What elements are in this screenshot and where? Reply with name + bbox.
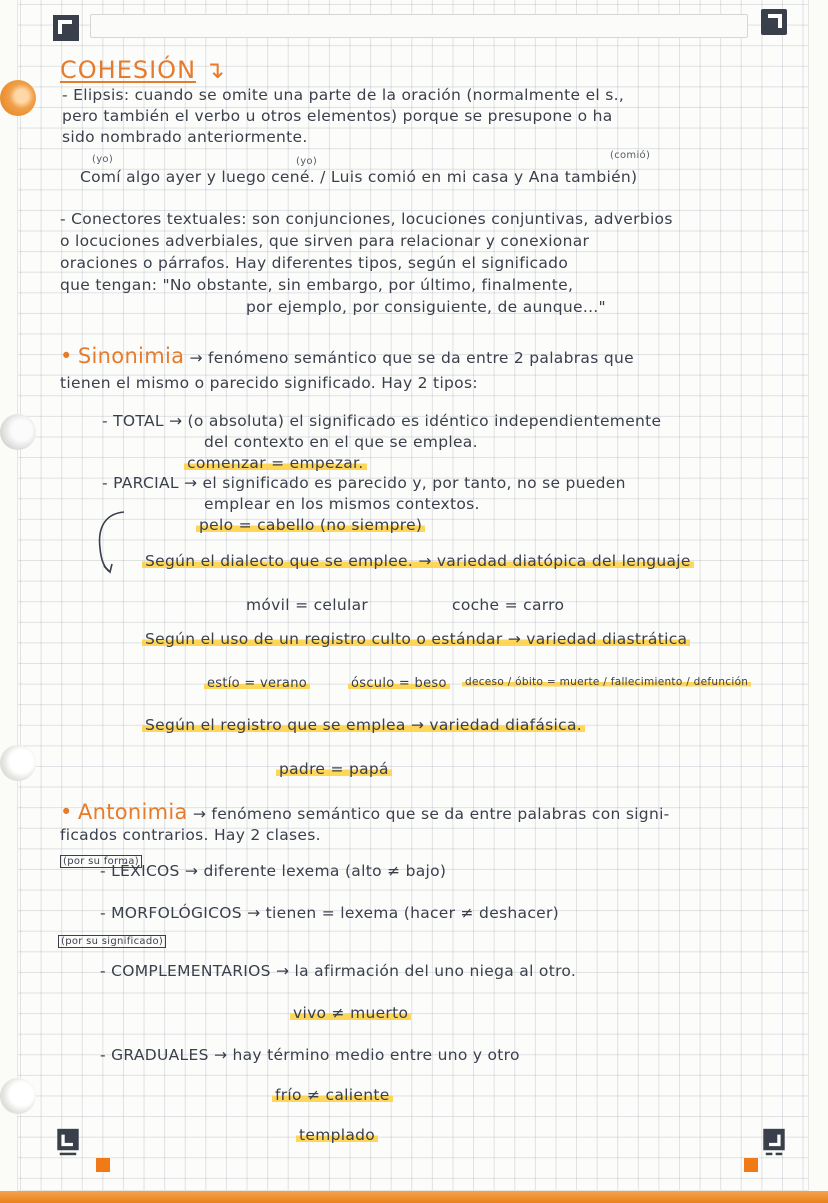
boxed-note: (por su significado) (58, 935, 166, 948)
antonimia-definition: → fenómeno semántico que se da entre palabras con signi- (192, 805, 670, 823)
conectores-line-4: que tengan: "No obstante, sin embargo, por último, finalmente, (60, 276, 574, 294)
elipsis-line-2: pero también el verbo u otros elementos) porque se presupone o ha (62, 107, 613, 125)
sinonimia-total-2: del contexto en el que se emplea. (204, 433, 478, 451)
sinonimia-total: - TOTAL → (o absoluta) el significado es idéntico independientemente (102, 412, 662, 430)
binder-hole (0, 80, 36, 116)
highlighted-example: ósculo = beso (348, 676, 450, 691)
highlighted-example: deceso / óbito = muerte / fallecimiento / defunción (462, 676, 751, 688)
highlighted-example: comenzar = empezar. (184, 454, 367, 472)
highlighted-example: pelo = cabello (no siempre) (196, 516, 425, 534)
boxed-note: (por su forma) (60, 855, 142, 868)
binder-hole (0, 414, 36, 450)
antonimia-graduales-example (296, 1126, 378, 1144)
sinonimia-sub-1 (142, 552, 694, 570)
highlighted-example: templado (296, 1126, 378, 1144)
elipsis-annotation: (yo) (296, 156, 318, 167)
bullet-icon: • (60, 800, 73, 824)
antonimia-complementarios-example (290, 1004, 411, 1022)
sinonimia-parcial: - PARCIAL → el significado es parecido y, por tanto, no se pueden (102, 474, 626, 492)
orange-square-mark (744, 1158, 758, 1172)
corner-mark-icon (54, 1128, 82, 1156)
sub-3-text: Según el registro que se emplea → variedad diafásica. (142, 716, 585, 734)
sinonimia-term: Sinonimia (77, 344, 185, 368)
sinonimia-parcial-2: emplear en los mismos contextos. (204, 495, 480, 513)
page-title (60, 56, 226, 84)
sinonimia-parcial-example (196, 516, 425, 534)
antonimia-graduales-example (272, 1086, 393, 1104)
antonimia-heading (60, 800, 670, 824)
sub-1-text: Según el dialecto que se emplee. → variedad diatópica del lenguaje (142, 552, 694, 570)
sinonimia-sub-2-example (348, 676, 450, 691)
conectores-line-3: oraciones o párrafos. Hay diferentes tipos, según el significado (60, 254, 569, 272)
elipsis-line-3: sido nombrado anteriormente. (62, 128, 308, 146)
corner-mark-icon (760, 8, 788, 36)
elipsis-annotation: (comió) (610, 150, 651, 161)
antonimia-lexicos: - LÉXICOS → diferente lexema (alto ≠ bajo) (100, 862, 447, 880)
binder-hole (0, 745, 36, 781)
highlighted-example: estío = verano (204, 676, 310, 691)
sinonimia-sub-2-example (204, 676, 310, 691)
highlighted-example: frío ≠ caliente (272, 1086, 393, 1104)
title-arrow-icon: ↴ (204, 56, 226, 84)
sinonimia-sub-2-example (462, 676, 751, 688)
sinonimia-definition-2: tienen el mismo o parecido significado. Hay 2 tipos: (60, 374, 478, 392)
highlighted-example: vivo ≠ muerto (290, 1004, 411, 1022)
antonimia-term: Antonimia (77, 800, 188, 824)
elipsis-annotation: (yo) (92, 154, 114, 165)
conectores-line-5: por ejemplo, por consiguiente, de aunque..." (246, 298, 606, 316)
header-strip (90, 14, 748, 38)
highlighted-example: padre = papá (276, 760, 392, 778)
corner-mark-icon (760, 1128, 788, 1156)
sub-2-text: Según el uso de un registro culto o estándar → variedad diastrática (142, 630, 690, 648)
sinonimia-sub-1-example: móvil = celular (246, 596, 369, 614)
sinonimia-sub-3-example (276, 760, 392, 778)
sinonimia-sub-2 (142, 630, 690, 648)
antonimia-morfologicos: - MORFOLÓGICOS → tienen = lexema (hacer ≠ deshacer) (100, 904, 560, 922)
sinonimia-total-example (184, 454, 367, 472)
antonimia-definition-2: ficados contrarios. Hay 2 clases. (60, 826, 321, 844)
conectores-line-2: o locuciones adverbiales, que sirven para relacionar y conexionar (60, 232, 590, 250)
bullet-icon: • (60, 344, 73, 368)
sinonimia-sub-3 (142, 716, 585, 734)
sinonimia-heading (60, 344, 634, 368)
conectores-line-1: - Conectores textuales: son conjunciones, locuciones conjuntivas, adverbios (60, 210, 673, 228)
brace-arrow-icon (88, 508, 128, 578)
sinonimia-sub-1-example: coche = carro (452, 596, 565, 614)
orange-square-mark (96, 1158, 110, 1172)
antonimia-complementarios: - COMPLEMENTARIOS → la afirmación del uno niega al otro. (100, 962, 577, 980)
elipsis-example: Comí algo ayer y luego cené. / Luis comió en mi casa y Ana también) (80, 168, 638, 186)
sinonimia-definition: → fenómeno semántico que se da entre 2 palabras que (189, 349, 634, 367)
page-bottom-edge (0, 1191, 828, 1203)
elipsis-line-1: - Elipsis: cuando se omite una parte de la oración (normalmente el s., (62, 86, 625, 104)
binder-hole (0, 1078, 36, 1114)
antonimia-graduales: - GRADUALES → hay término medio entre uno y otro (100, 1046, 520, 1064)
antonimia-note (58, 930, 166, 948)
corner-mark-icon (52, 14, 80, 42)
title-text: COHESIÓN (60, 56, 197, 84)
